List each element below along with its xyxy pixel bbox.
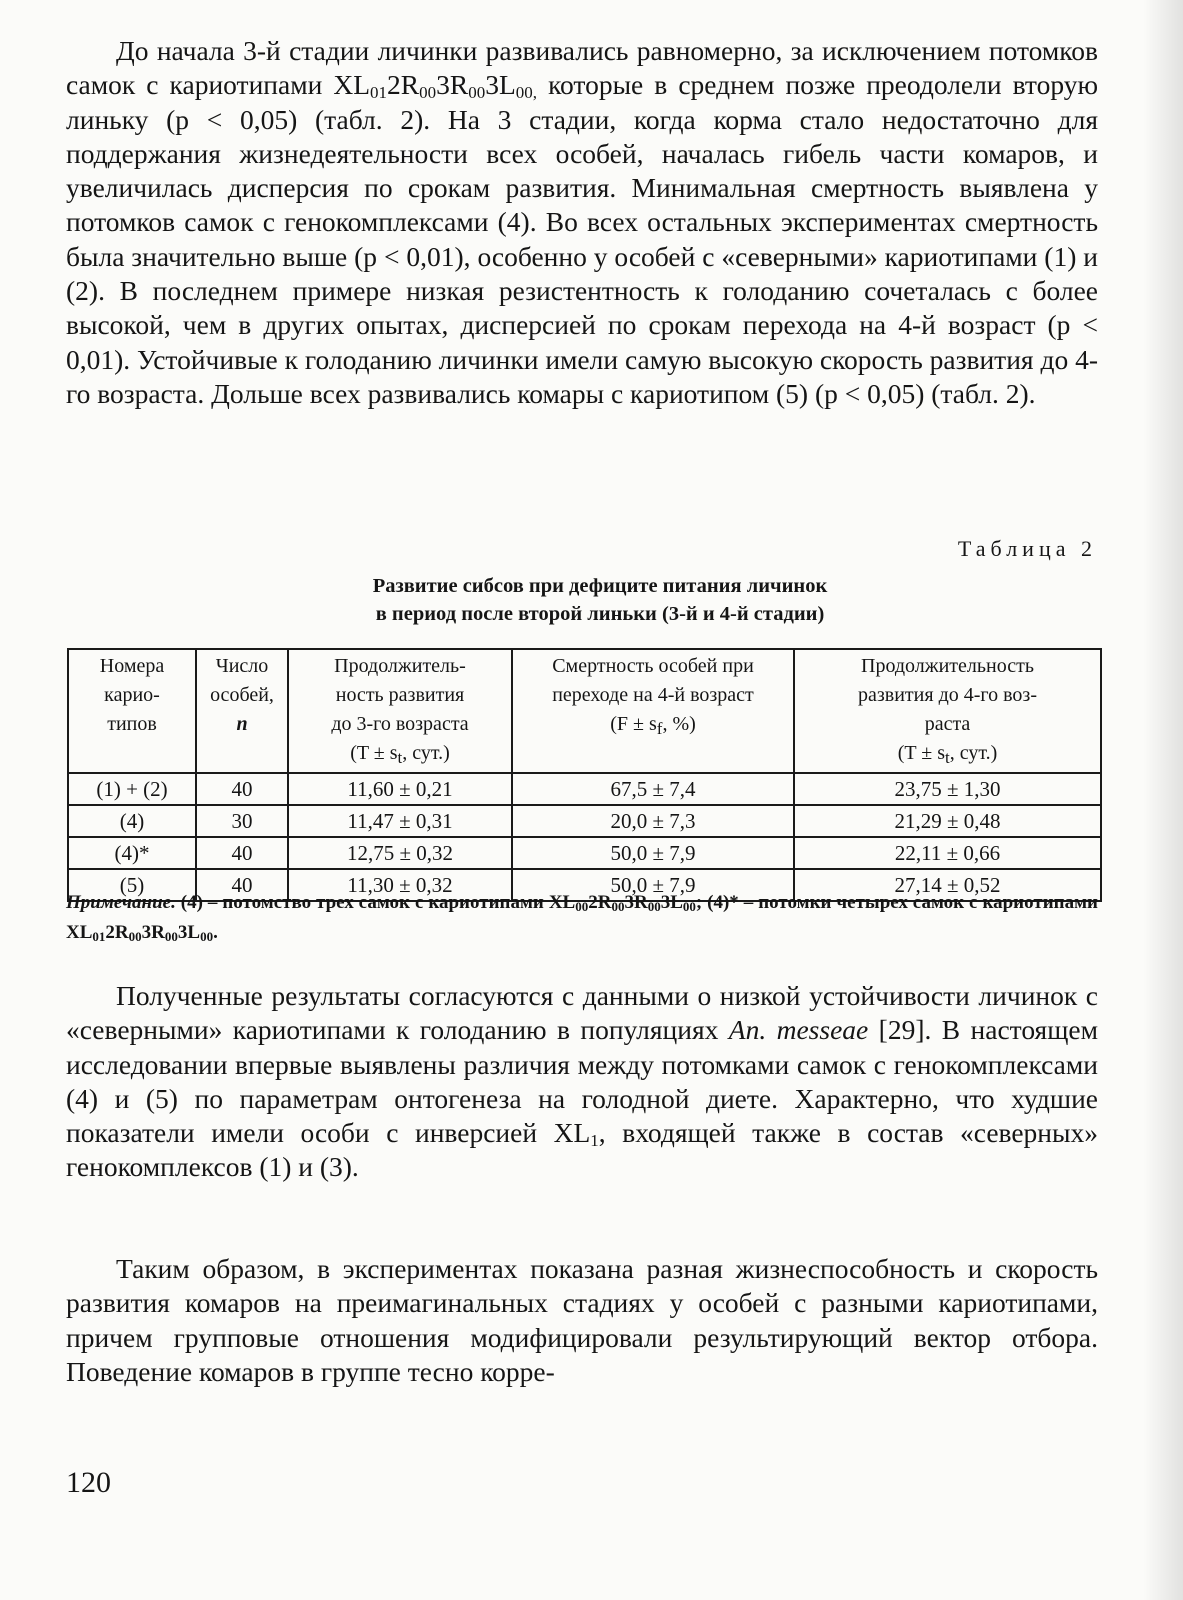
cell-duration-3rd: 11,30 ± 0,32 <box>288 869 512 901</box>
paragraph-development: До начала 3-й стадии личинки развивались равномерно, за исключением потомков самок с кариотипами $XL_{01}2R_{00}3R_{00}3L_{00,}$ которые в среднем позже преодолели вторую линьку (р < 0,05) (табл. 2). На 3 стадии, когда корма стало недостаточно для поддержания жизнедеятельности всех особей, началась гибель части комаров, и увеличилась дисперсия по срокам развития. Минимальная смертность выявлена у потомков самок с генокомплексами (4). Во всех остальных экспериментах смертность была значительно выше (р < 0,01), особенно у особей с «северными» кариотипами (1) и (2). В последнем примере низкая резистентность к голоданию сочеталась с более высокой, чем в других опытах, дисперсией по срокам перехода на 4-й возраст (р < 0,01). Устойчивые к голоданию личинки имели самую высокую скорость развития до 4-го возраста. Дольше всех развивались комары с кариотипом (5) (р < 0,05) (табл. 2). <box>66 35 1099 409</box>
header-mortality: Смертность особей при переходе на 4-й возраст ($F \pm s_f$, %) <box>512 649 794 773</box>
page-number: 120 <box>66 1466 111 1499</box>
cell-mortality: 50,0 ± 7,9 <box>512 869 794 901</box>
paragraph-results: Полученные результаты согласуются с данными о низкой устойчивости личинок с «северными» кариотипами к голоданию в популяциях An. messeae [29]. В настоящем исследовании впервые выявлены различия между потомками самок с генокомплексами (4) и (5) по параметрам онтогенеза на голодной диете. Характерно, что худшие показатели имели особи с инверсией $XL_1$, входящей также в состав «северных» генокомплексов (1) и (3). <box>66 980 1098 1183</box>
cell-duration-3rd: 12,75 ± 0,32 <box>288 837 512 869</box>
cell-duration-4th: 27,14 ± 0,52 <box>794 869 1101 901</box>
cell-count: 40 <box>196 837 288 869</box>
cell-duration-3rd: 11,47 ± 0,31 <box>288 805 512 837</box>
species-name: An. messeae <box>728 1014 869 1046</box>
header-duration-3rd: Продолжитель- ность развития до 3-го возраста ($T \pm s_t$, сут.) <box>288 649 512 773</box>
cell-mortality: 67,5 ± 7,4 <box>512 773 794 805</box>
table-note: Примечание. (4) – потомство трех самок с кариотипами $XL_{00}2R_{00}3R_{00}3L_{00}$; (4)* – потомки четырех самок с кариотипами $XL_{01}2R_{00}3R_{00}3L_{00}$. <box>66 892 1098 944</box>
cell-karyotype: (1) + (2) <box>68 773 196 805</box>
results-table <box>67 648 1102 902</box>
table-number-label: Таблица 2 <box>957 536 1097 561</box>
table-header-row <box>68 649 1101 773</box>
cell-duration-4th: 22,11 ± 0,66 <box>794 837 1101 869</box>
paragraph-conclusion: Таким образом, в экспериментах показана разная жизнеспособность и скорость развития комаров на преимагинальных стадиях у особей с разными кариотипами, причем групповые отношения модифицировали результирующий вектор отбора. Поведение комаров в группе тесно корре- <box>66 1253 1098 1387</box>
cell-duration-4th: 23,75 ± 1,30 <box>794 773 1101 805</box>
cell-duration-3rd: 11,60 ± 0,21 <box>288 773 512 805</box>
table-row <box>68 773 1101 805</box>
cell-count: 40 <box>196 773 288 805</box>
table-row <box>68 805 1101 837</box>
header-karyotype-number: Номера карио- типов <box>68 649 196 773</box>
cell-duration-4th: 21,29 ± 0,48 <box>794 805 1101 837</box>
page-edge-shadow <box>1143 0 1183 1600</box>
table-row <box>68 837 1101 869</box>
cell-karyotype: (4) <box>68 805 196 837</box>
header-duration-4th: Продолжительность развития до 4-го воз- раста ($T \pm s_t$, сут.) <box>794 649 1101 773</box>
cell-count: 40 <box>196 869 288 901</box>
note-label: Примечание. <box>66 892 176 913</box>
header-count: Число особей, n <box>196 649 288 773</box>
cell-count: 30 <box>196 805 288 837</box>
cell-karyotype: (4)* <box>68 837 196 869</box>
table-caption: Развитие сибсов при дефиците питания личинок в период после второй линьки (3-й и 4-й стадии) <box>372 575 828 625</box>
cell-mortality: 20,0 ± 7,3 <box>512 805 794 837</box>
cell-mortality: 50,0 ± 7,9 <box>512 837 794 869</box>
cell-karyotype: (5) <box>68 869 196 901</box>
